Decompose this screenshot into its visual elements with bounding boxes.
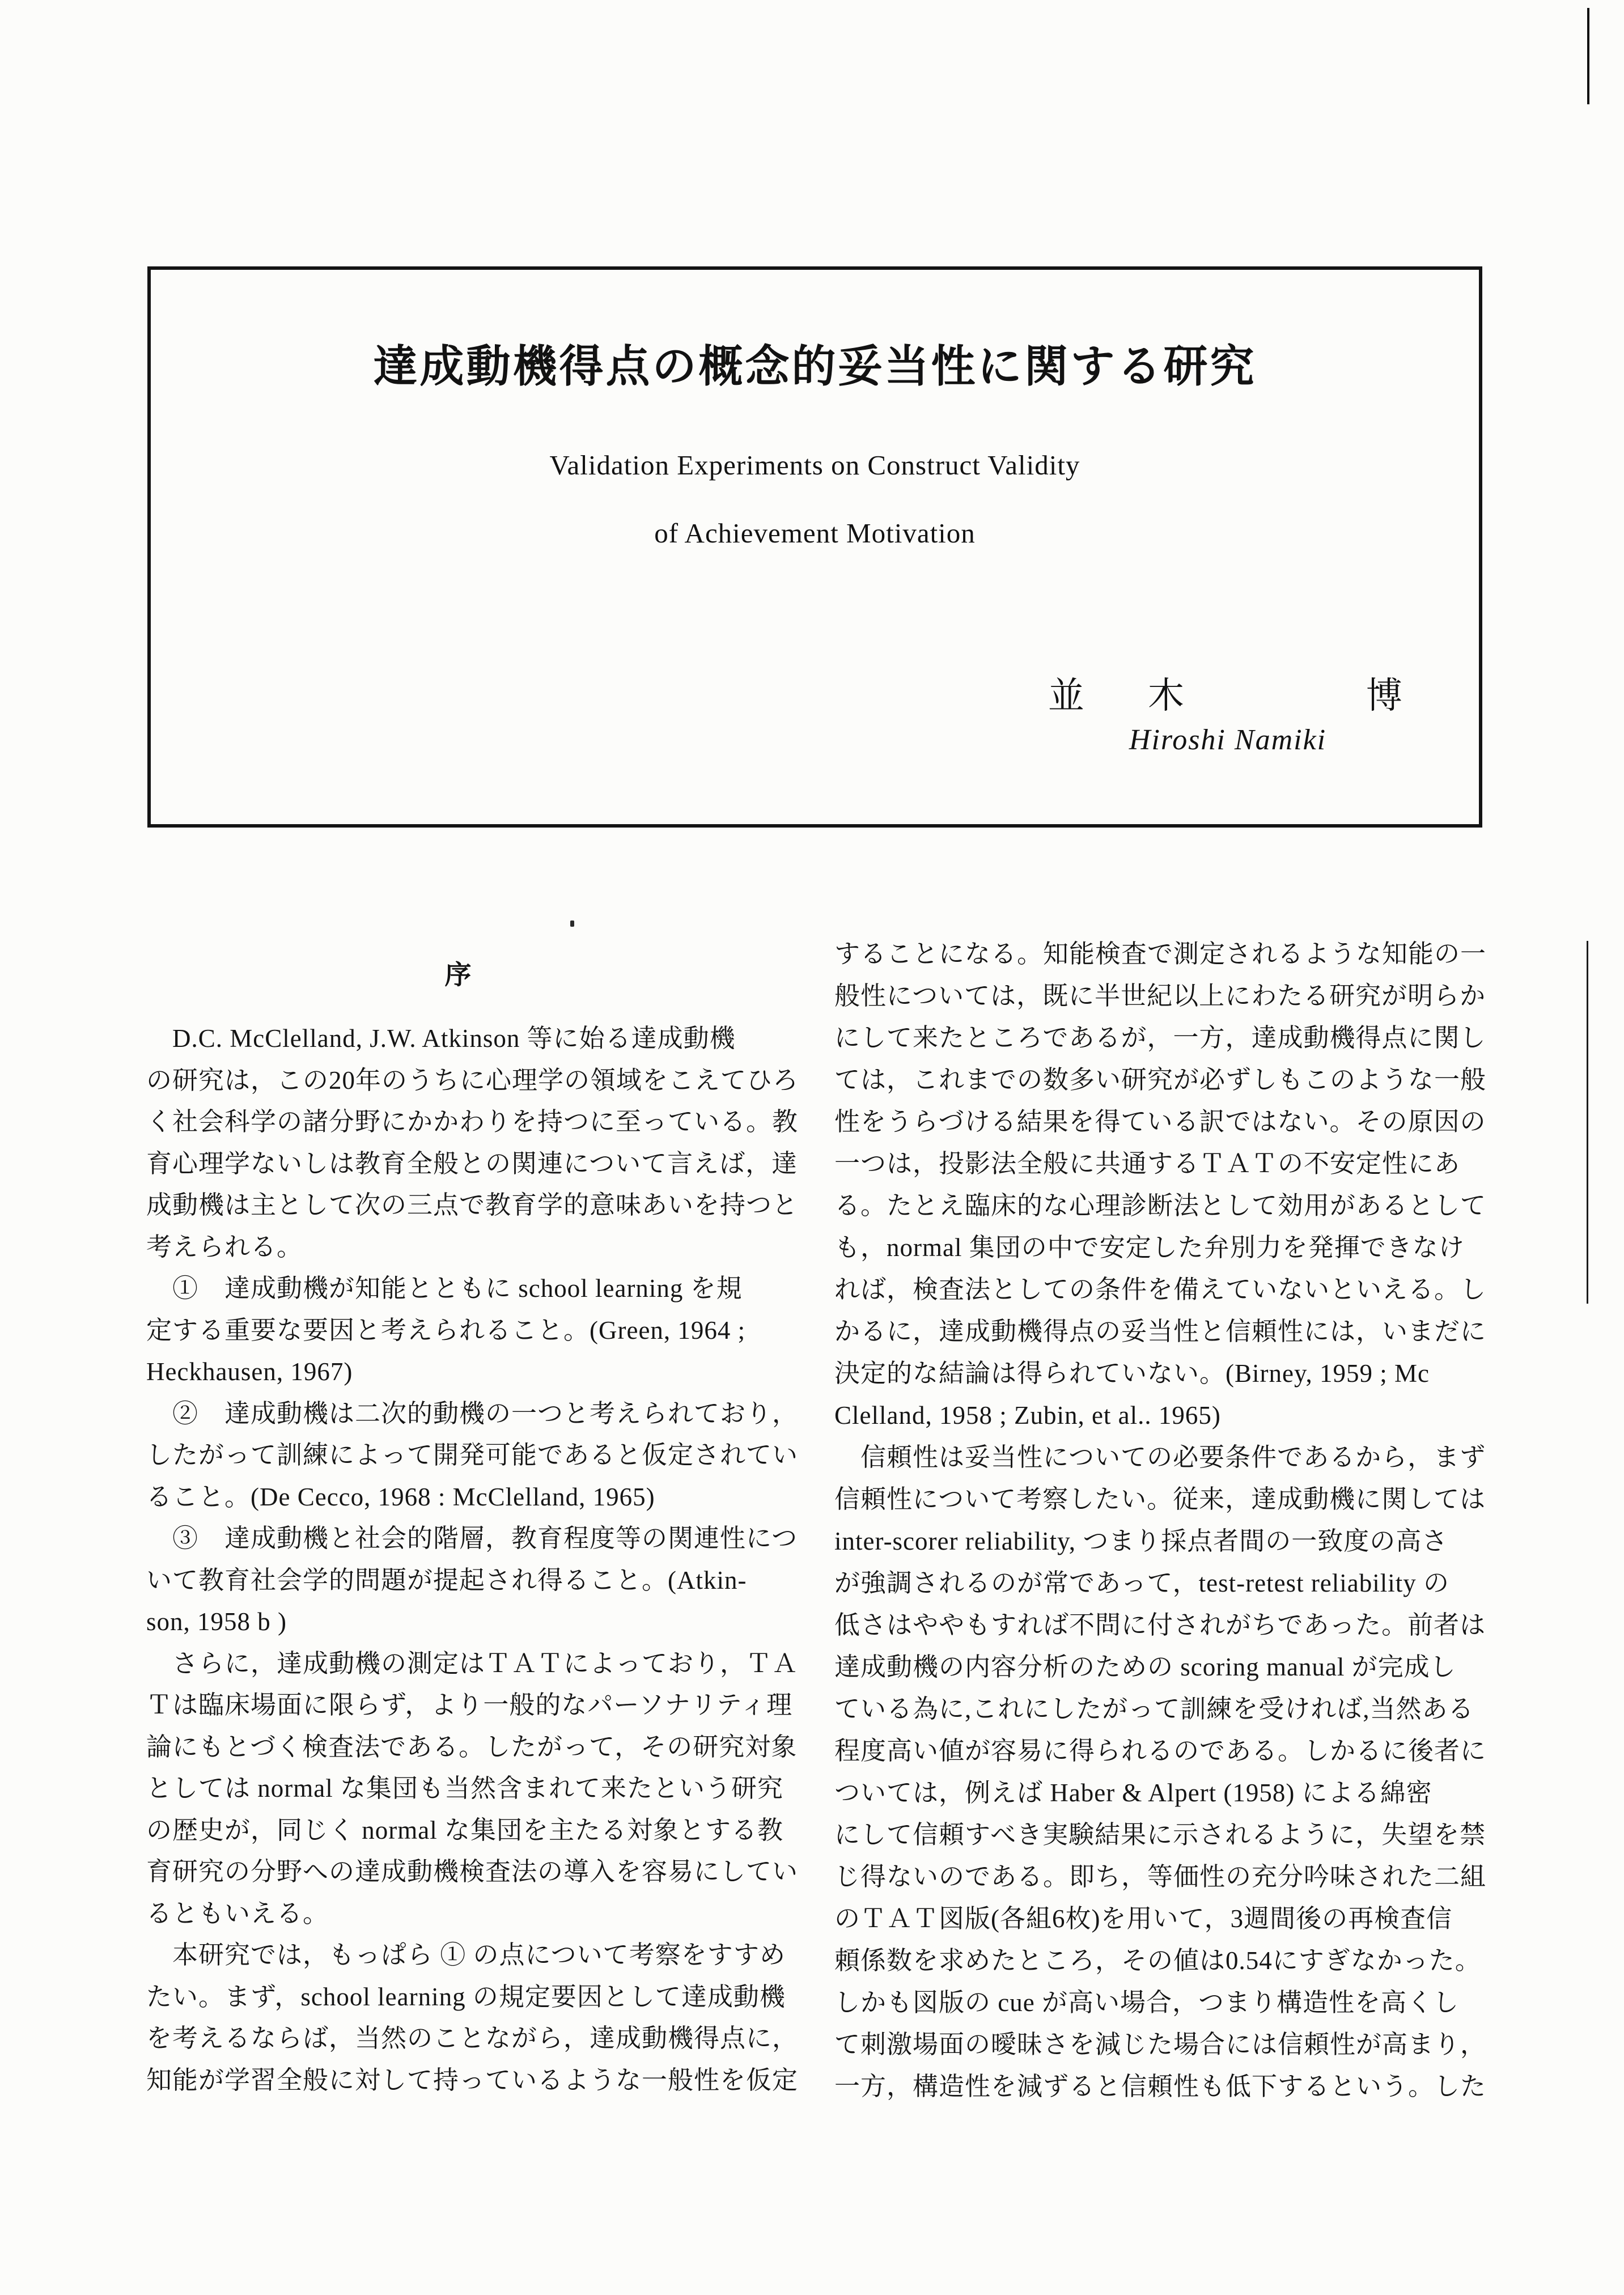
- text-line: て刺激場面の曖昧さを減じた場合には信頼性が高まり，: [834, 2030, 1487, 2059]
- text-line: の歴史が，同じく normal な集団を主たる対象とする教: [146, 1815, 783, 1844]
- text-line: の研究は，この20年のうちに心理学の領域をこえてひろ: [146, 1066, 799, 1095]
- text-line: が強調されるのが常であって，test-retest reliability の: [834, 1569, 1450, 1597]
- scan-artifact-right-margin-line: [1587, 941, 1588, 1304]
- text-line: にして信頼すべき実験結果に示されるように，失望を禁: [834, 1821, 1486, 1849]
- author-name-kanji-2: 木: [1148, 676, 1184, 716]
- text-line: 定する重要な要因と考えられること。(Green, 1964 ;: [146, 1316, 746, 1344]
- text-line: く社会科学の諸分野にかかわりを持つに至っている。教: [146, 1108, 799, 1136]
- text-line: も，normal 集団の中で安定した弁別力を発揮できなけ: [834, 1233, 1465, 1262]
- text-line: 達成動機の内容分析のための scoring manual が完成し: [834, 1653, 1456, 1681]
- text-line: inter-scorer reliability, つまり採点者間の一致度の高さ: [834, 1527, 1448, 1555]
- text-line: 育心理学ないしは教育全般との関連について言えば，達: [146, 1149, 798, 1178]
- text-line: ついては，例えば Haber & Alpert (1958) による綿密: [834, 1779, 1432, 1807]
- text-line: 信頼性は妥当性についての必要条件であるから，まず: [834, 1443, 1486, 1471]
- body-text-right-column: [834, 933, 1489, 2107]
- text-line: 頼係数を求めたところ，その値は0.54にすぎなかった。: [834, 1946, 1481, 1975]
- text-line: る。たとえ臨床的な心理診断法として効用があるとして: [834, 1191, 1487, 1220]
- author-name-romanized: Hiroshi Namiki: [1129, 724, 1327, 756]
- text-line: ては，これまでの数多い研究が必ずしもこのような一般: [834, 1066, 1487, 1094]
- text-line: 育研究の分野への達成動機検査法の導入を容易にしてい: [146, 1857, 799, 1886]
- text-line: 決定的な結論は得られていない。(Birney, 1959 ; Mc: [834, 1359, 1430, 1388]
- text-line: Ｔは臨床場面に限らず，より一般的なパーソナリティ理: [146, 1691, 793, 1719]
- paper-title-english-line1: Validation Experiments on Construct Validity: [549, 449, 1080, 481]
- author-name-kanji-1: 並: [1048, 676, 1084, 716]
- text-line: としては normal な集団も当然含まれて来たという研究: [146, 1774, 783, 1802]
- text-line: ③ 達成動機と社会的階層，教育程度等の関連性につ: [146, 1524, 798, 1552]
- title-box: [147, 266, 1482, 828]
- text-line: 一方，構造性を減ずると信頼性も低下するという。した: [834, 2072, 1487, 2101]
- text-line: することになる。知能検査で測定されるような知能の一: [834, 940, 1487, 968]
- text-line: 知能が学習全般に対して持っているような一般性を仮定: [146, 2065, 799, 2094]
- text-line: Clelland, 1958 ; Zubin, et al.. 1965): [834, 1401, 1221, 1429]
- text-line: D.C. McClelland, J.W. Atkinson 等に始る達成動機: [146, 1024, 736, 1053]
- paper-title-japanese: 達成動機得点の概念的妥当性に関する研究: [373, 342, 1257, 391]
- text-line: 信頼性について考察したい。従来，達成動機に関しては: [834, 1485, 1486, 1513]
- text-line: 一つは，投影法全般に共通するＴＡＴの不安定性にあ: [834, 1149, 1461, 1178]
- text-line: したがって訓練によって開発可能であると仮定されてい: [146, 1441, 799, 1469]
- text-line: を考えるならば，当然のことながら，達成動機得点に，: [146, 2024, 799, 2052]
- text-line: しかも図版の cue が高い場合，つまり構造性を高くし: [834, 1988, 1459, 2017]
- text-line: ② 達成動機は二次的動機の一つと考えられており，: [146, 1399, 799, 1428]
- text-line: のＴＡＴ図版(各組6枚)を用いて，3週間後の再検査信: [834, 1904, 1453, 1933]
- text-line: 性をうらづける結果を得ている訳ではない。その原因の: [834, 1108, 1486, 1136]
- text-line: 低さはややもすれば不問に付されがちであった。前者は: [834, 1611, 1486, 1639]
- text-line: 般性については，既に半世紀以上にわたる研究が明らか: [834, 982, 1486, 1010]
- text-line: ること。(De Cecco, 1968 : McClelland, 1965): [146, 1482, 655, 1511]
- text-line: 程度高い値が容易に得られるのである。しかるに後者に: [834, 1737, 1487, 1765]
- text-line: 本研究では，もっぱら ① の点について考察をすすめ: [146, 1941, 786, 1969]
- text-line: ている為に,これにしたがって訓練を受ければ,当然ある: [834, 1695, 1474, 1723]
- text-line: にして来たところであるが，一方，達成動機得点に関し: [834, 1024, 1486, 1052]
- body-text-left-column: [146, 1018, 798, 2101]
- text-line: son, 1958 b ): [146, 1607, 287, 1636]
- text-line: いて教育社会学的問題が提起され得ること。(Atkin-: [146, 1566, 747, 1594]
- text-line: Heckhausen, 1967): [146, 1358, 353, 1386]
- scan-speck: [570, 920, 574, 927]
- text-line: たい。まず，school learning の規定要因として達成動機: [146, 1982, 786, 2011]
- text-line: 成動機は主として次の三点で教育学的意味あいを持つと: [146, 1191, 799, 1219]
- text-line: じ得ないのである。即ち，等価性の充分吟味された二組: [834, 1863, 1487, 1891]
- text-line: ① 達成動機が知能とともに school learning を規: [146, 1274, 743, 1303]
- text-line: かるに，達成動機得点の妥当性と信頼性には，いまだに: [834, 1317, 1487, 1346]
- section-heading-preface: 序: [444, 961, 472, 990]
- scan-artifact-top-right-edge: [1587, 8, 1589, 104]
- author-name-kanji-3: 博: [1366, 676, 1402, 716]
- text-line: 考えられる。: [146, 1232, 303, 1261]
- text-line: れば，検査法としての条件を備えていないといえる。し: [834, 1275, 1487, 1304]
- text-line: 論にもとづく検査法である。したがって，その研究対象: [146, 1732, 798, 1761]
- paper-title-english-line2: of Achievement Motivation: [654, 517, 976, 549]
- text-line: るともいえる。: [146, 1899, 329, 1928]
- text-line: さらに，達成動機の測定はＴＡＴによっており，ＴＡ: [146, 1649, 799, 1678]
